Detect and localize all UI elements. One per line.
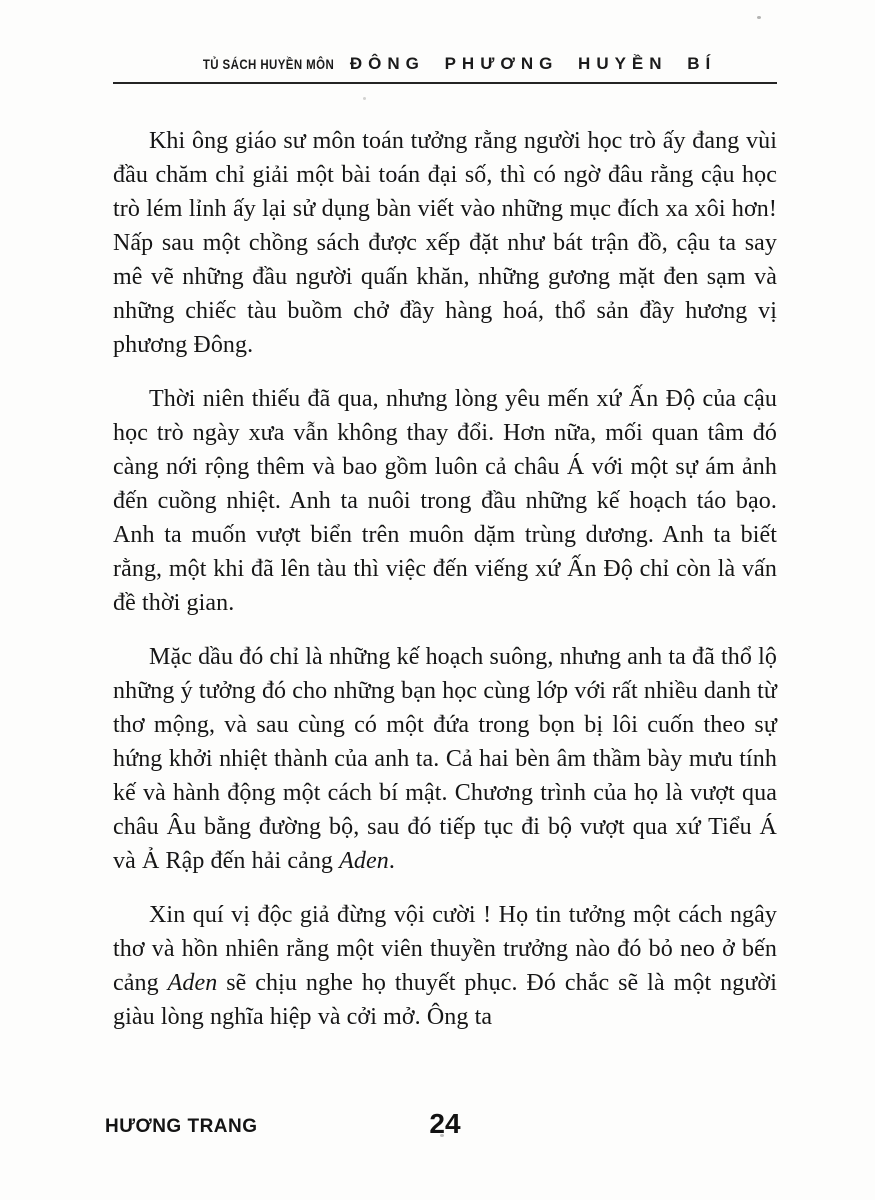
- page-number: 24: [429, 1108, 461, 1139]
- series-label: TỦ SÁCH HUYỀN MÔN: [202, 56, 334, 72]
- page-body: [113, 124, 777, 1054]
- scan-speck: [363, 97, 366, 100]
- book-title: ĐÔNG PHƯƠNG HUYỀN BÍ: [349, 54, 717, 73]
- header-rule: [113, 82, 777, 84]
- scan-speck: [757, 16, 761, 19]
- scan-speck: [440, 1134, 444, 1137]
- paragraph-4: Xin quí vị độc giả đừng vội cười ! Họ tin tưởng một cách ngây thơ và hồn nhiên rằng một viên thuyền trưởng nào đó bỏ neo ở bến cảng Aden sẽ chịu nghe họ thuyết phục. Đó chắc sẽ là một người giàu lòng nghĩa hiệp và cởi mở. Ông ta: [113, 902, 777, 1030]
- paragraph-3: Mặc dầu đó chỉ là những kế hoạch suông, nhưng anh ta đã thổ lộ những ý tưởng đó cho những bạn học cùng lớp với rất nhiều danh từ thơ mộng, và sau cùng có một đứa trong bọn bị lôi cuốn theo sự hứng khởi nhiệt thành của anh ta. Cả hai bèn âm thầm bày mưu tính kế và hành động một cách bí mật. Chương trình của họ là vượt qua châu Âu bằng đường bộ, sau đó tiếp tục đi bộ vượt qua xứ Tiểu Á và Ả Rập đến hải cảng Aden.: [113, 644, 777, 874]
- scan-speck: [566, 316, 569, 319]
- paragraph-1: Khi ông giáo sư môn toán tưởng rằng người học trò ấy đang vùi đầu chăm chỉ giải một bài toán đại số, thì có ngờ đâu rằng cậu học trò lém lỉnh ấy lại sử dụng bàn viết vào những mục đích xa xôi hơn! Nấp sau một chồng sách được xếp đặt như bát trận đồ, cậu ta say mê vẽ những đầu người quấn khăn, những gương mặt đen sạm và những chiếc tàu buồm chở đầy hàng hoá, thổ sản đầy hương vị phương Đông.: [113, 128, 777, 358]
- publisher-name: HƯƠNG TRANG: [105, 1116, 258, 1137]
- running-head: [113, 54, 777, 74]
- paragraph-2: Thời niên thiếu đã qua, nhưng lòng yêu mến xứ Ấn Độ của cậu học trò ngày xưa vẫn không thay đổi. Hơn nữa, mối quan tâm đó càng nới rộng thêm và bao gồm luôn cả châu Á với một sự ám ảnh đến cuồng nhiệt. Anh ta nuôi trong đầu những kế hoạch táo bạo. Anh ta muốn vượt biển trên muôn dặm trùng dương. Anh ta biết rằng, một khi đã lên tàu thì việc đến viếng xứ Ấn Độ chỉ còn là vấn đề thời gian.: [113, 386, 777, 616]
